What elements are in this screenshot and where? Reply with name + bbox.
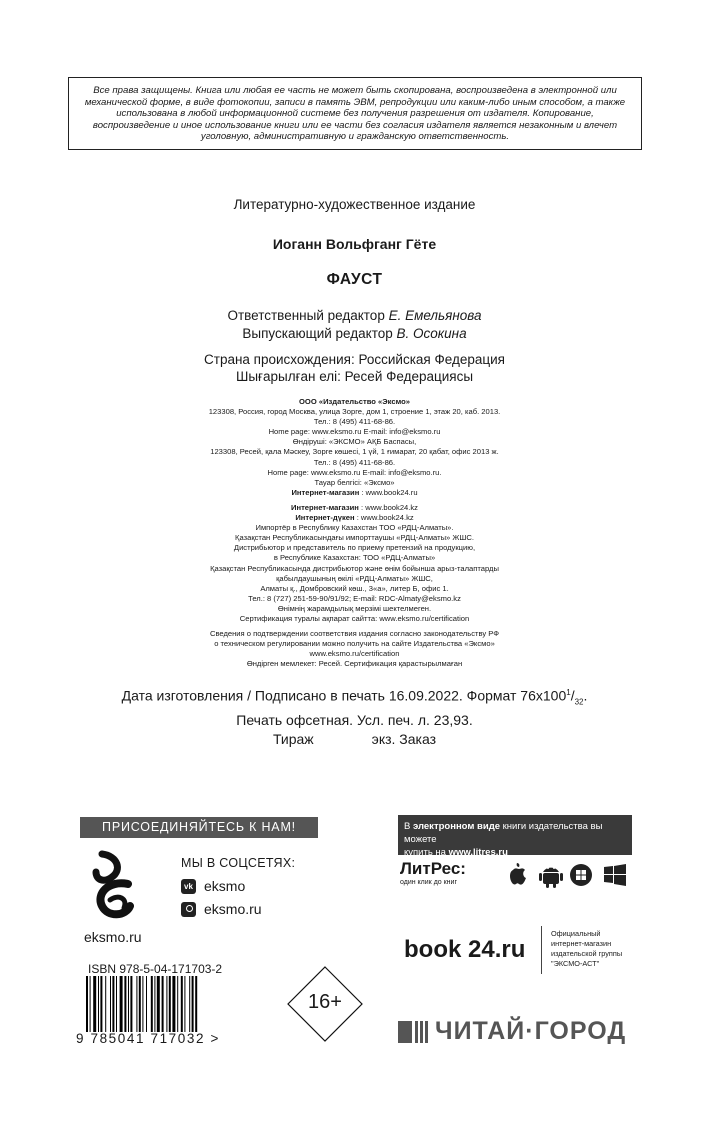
eksmo-logo-icon — [88, 850, 140, 925]
imprint-line: Тел.: 8 (495) 411-68-86. — [313, 457, 396, 467]
platform-icons — [508, 861, 632, 889]
barcode-bar — [181, 976, 183, 1032]
barcode-bar — [195, 976, 197, 1032]
android-icon — [539, 867, 563, 888]
print-run-label: Тираж — [272, 731, 314, 748]
imprint-lines-3 — [0, 629, 709, 669]
book-title: ФАУСТ — [326, 271, 383, 288]
imprint-lines-1 — [0, 407, 709, 488]
imprint-line: Алматы қ., Домбровский көш., 3«а», литер Б, офис 1. — [260, 583, 449, 593]
barcode-digits: 9 785041 717032 > — [76, 1031, 220, 1046]
barcode-bar — [93, 976, 96, 1032]
litres-text: В — [404, 821, 413, 832]
imprint-line: Дистрибьютор и представитель по приему претензий на продукцию, — [233, 543, 476, 553]
imprint-line: Сертификация туралы ақпарат сайтта: www.eksmo.ru/certification — [239, 613, 470, 623]
production-line-1-end: . — [583, 687, 588, 704]
book24-divider — [541, 926, 542, 974]
imprint-line: Қазақстан Республикасындағы импорттаушы «РДЦ-Алматы» ЖШС. — [235, 533, 474, 543]
imprint-line: қабылдаушының өкілі «РДЦ-Алматы» ЖШС, — [276, 573, 433, 583]
barcode-bar — [110, 976, 111, 1032]
isbn: ISBN 978-5-04-171703-2 — [88, 962, 223, 976]
production-info — [0, 683, 709, 749]
imprint-block — [0, 397, 709, 669]
imprint-line: 123308, Россия, город Москва, улица Зорге, дом 1, строение 1, этаж 20, каб. 2013. — [208, 407, 501, 417]
litres-bold: электронном виде — [412, 821, 501, 832]
genre-label: Литературно-художественное издание — [233, 197, 476, 212]
barcode-bar — [154, 976, 155, 1032]
chitai-gorod-bars-icon — [398, 1021, 434, 1043]
author-name: Иоганн Вольфганг Гёте — [272, 236, 437, 252]
production-date-format: Дата изготовления / Подписано в печать 16.09.2022. Формат 76x100 — [121, 687, 567, 704]
barcode-bar — [151, 976, 153, 1032]
barcode-bar — [86, 976, 88, 1032]
chitai-gorod-logo[interactable]: ЧИТАЙ·ГОРОД — [435, 1017, 627, 1045]
imprint-line: Тауар белгісі: «Эксмо» — [314, 477, 395, 487]
ok-link[interactable]: eksmo.ru — [204, 901, 262, 917]
barcode-bar — [124, 976, 126, 1032]
litres-url[interactable]: www.litres.ru — [448, 847, 508, 858]
vk-icon[interactable]: vk — [181, 879, 196, 894]
imprint-line: Өнімнің жарамдылық мерзімі шектелмеген. — [277, 603, 432, 613]
production-line-3 — [0, 730, 709, 749]
apple-icon — [510, 863, 526, 885]
issuing-editor-label: Выпускающий редактор — [242, 326, 393, 341]
litres-text: книги издательства вы можете — [404, 821, 603, 845]
barcode-bar — [130, 976, 132, 1032]
book24-desc-line: "ЭКСМО-АСТ" — [551, 959, 600, 968]
join-us-banner: ПРИСОЕДИНЯЙТЕСЬ К НАМ! — [80, 817, 318, 838]
barcode-bar — [189, 976, 190, 1032]
imprint-line: Сведения о подтверждении соответствия издания согласно законодательству РФ — [209, 629, 500, 639]
social-heading: МЫ В СОЦСЕТЯХ: — [181, 856, 296, 870]
litres-line-1 — [404, 820, 632, 846]
imprint-line: www.eksmo.ru/certification — [309, 649, 400, 659]
imprint-line: о техническом регулировании можно получить на сайте Издательства «Эксмо» — [214, 639, 495, 649]
imprint-line: в Республике Казахстан: ТОО «РДЦ-Алматы» — [273, 553, 436, 563]
imprint-line: Өндіруші: «ЭКСМО» АҚБ Баспасы, — [292, 437, 417, 447]
imprint-line: Home page: www.eksmo.ru E-mail: info@eksmo.ru. — [267, 467, 442, 477]
publisher-name: ООО «Издательство «Эксмо» — [299, 397, 410, 406]
responsible-editor-label: Ответственный редактор — [227, 308, 385, 323]
barcode-bar — [100, 976, 102, 1032]
shop-url: : www.book24.kz — [354, 513, 414, 523]
eksmo-site[interactable]: eksmo.ru — [84, 929, 142, 945]
imprint-line: Қазақстан Республикасында дистрибьютор және өнім бойынша арыз-талаптарды — [210, 563, 499, 573]
issuing-editor — [0, 325, 709, 342]
issuing-editor-name: В. Осокина — [396, 326, 467, 341]
shop-line-1 — [0, 488, 709, 498]
barcode-bar — [128, 976, 129, 1032]
shop-label: Интернет-магазин — [291, 487, 360, 497]
book24-desc-line: издательской группы — [551, 949, 623, 958]
production-line-2: Печать офсетная. Усл. печ. л. 23,93. — [236, 712, 473, 729]
litres-line-2 — [404, 846, 632, 859]
vk-link[interactable]: eksmo — [204, 878, 246, 894]
responsible-editor-name: Е. Емельянова — [388, 308, 482, 323]
order-label: экз. Заказ — [371, 731, 437, 748]
barcode-bar — [177, 976, 178, 1032]
imprint-lines-2 — [0, 523, 709, 624]
book24-logo[interactable]: book 24.ru — [404, 936, 526, 963]
responsible-editor — [0, 307, 709, 324]
production-line-1: Дата изготовления / Подписано в печать 16.09.2022. Формат $76x100^1/_{32}$. — [121, 687, 588, 707]
shop-url: : www.book24.kz — [358, 502, 418, 512]
barcode-bar — [136, 976, 137, 1032]
imprint-line: Өндірген мемлекет: Ресей. Сертификация қарастырылмаған — [246, 659, 463, 669]
imprint-line: 123308, Ресей, қала Мәскеу, Зорге көшесі, 1 үй, 1 ғимарат, 20 қабат, офис 2013 ж. — [210, 447, 499, 457]
format-denominator: 32 — [574, 697, 584, 707]
imprint-line: Импортёр в Республику Казахстан ТОО «РДЦ-Алматы». — [255, 523, 454, 533]
country-origin-kz: Шығарылған елі: Ресей Федерациясы — [235, 369, 474, 384]
barcode-bar — [157, 976, 160, 1032]
book24-desc-line: Официальный — [551, 929, 601, 938]
shop-url: : www.book24.ru — [359, 487, 418, 497]
windows-phone-icon — [570, 864, 592, 886]
book24-desc-line: интернет-магазин — [551, 939, 612, 948]
barcode-bar — [162, 976, 164, 1032]
barcode-bar — [184, 976, 185, 1032]
windows-icon — [604, 864, 626, 886]
age-rating: 16+ — [308, 991, 342, 1013]
shop-label: Интернет-магазин — [291, 502, 359, 512]
litres-tagline: один клик до книг — [400, 879, 458, 886]
shop-line-2 — [0, 503, 709, 513]
litres-text: купить на — [404, 847, 449, 858]
rights-notice: Все права защищены. Книга или любая ее часть не может быть скопирована, воспроизведена в электронной или механической форме, в виде фотокопии, записи в память ЭВМ, репродукции или каким-либо иным способом, а также использована в любой информационной системе без получения разрешения от издателя. Копирование, воспроизведение и иное использование книги или ее части без согласия издателя является незаконным и влечет уголовную, административную и гражданскую ответственность. — [68, 77, 642, 150]
shop-label: Интернет-дүкен — [295, 513, 355, 523]
barcode-bar — [192, 976, 194, 1032]
barcode-bar — [139, 976, 141, 1032]
barcode-bar — [116, 976, 117, 1032]
litres-banner[interactable] — [398, 815, 632, 858]
barcode-bar — [146, 976, 147, 1032]
barcode-bar — [105, 976, 106, 1032]
barcode-bar — [169, 976, 171, 1032]
country-origin-ru: Страна происхождения: Российская Федерация — [204, 352, 505, 367]
barcode-bar — [98, 976, 99, 1032]
barcode-bar — [142, 976, 143, 1032]
imprint-line: Тел.: 8 (495) 411-68-86. — [313, 417, 396, 427]
imprint-line: Тел.: 8 (727) 251-59-90/91/92; E-mail: RDC-Almaty@eksmo.kz — [248, 593, 461, 603]
barcode-icon — [86, 976, 236, 1032]
barcode-bar — [166, 976, 167, 1032]
barcode-bar — [112, 976, 114, 1032]
barcode-bar — [90, 976, 91, 1032]
format-numerator: 1 — [566, 688, 571, 697]
barcode-bar — [172, 976, 175, 1032]
imprint-line: Home page: www.eksmo.ru E-mail: info@eksmo.ru — [268, 427, 441, 437]
ok-icon[interactable] — [181, 902, 196, 917]
barcode-bar — [120, 976, 123, 1032]
book24-description — [551, 929, 622, 969]
litres-logo[interactable]: ЛитРес: — [400, 859, 466, 878]
shop-line-3 — [0, 513, 709, 523]
